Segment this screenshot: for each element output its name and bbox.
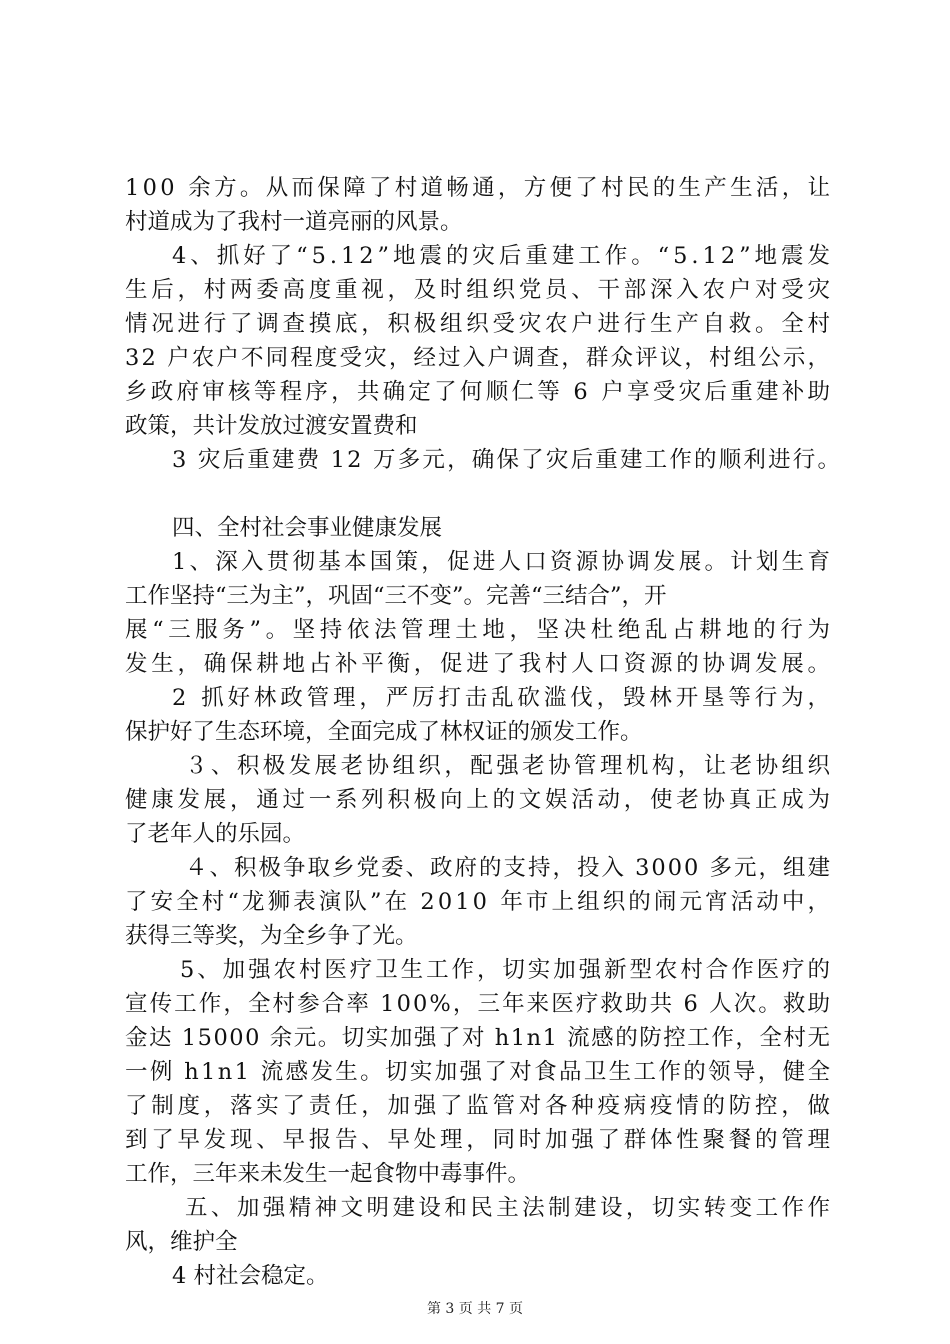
text-line: 100 余方。从而保障了村道畅通，方便了村民的生产生活，让 bbox=[125, 175, 834, 201]
text-line: ４、积极争取乡党委、政府的支持，投入 3000 多元，组建 bbox=[185, 855, 832, 881]
text-line: 乡政府审核等程序，共确定了何顺仁等 6 户享受灾后重建补助 bbox=[125, 379, 834, 405]
text-line: 生后，村两委高度重视，及时组织党员、干部深入农户对受灾 bbox=[125, 277, 834, 303]
text-line: 32 户农户不同程度受灾，经过入户调查，群众评议，村组公示， bbox=[125, 345, 833, 371]
text-line: 政策，共计发放过渡安置费和 bbox=[125, 413, 418, 439]
text-line: 宣传工作，全村参合率 100%，三年来医疗救助共 6 人次。救助 bbox=[125, 991, 833, 1017]
text-line: 展“三服务”。坚持依法管理土地，坚决杜绝乱占耕地的行为 bbox=[125, 617, 835, 643]
text-line: 一例 h1n1 流感发生。切实加强了对食品卫生工作的领导，健全 bbox=[125, 1059, 833, 1085]
text-line: 2 抓好林政管理，严厉打击乱砍滥伐，毁林开垦等行为， bbox=[172, 685, 834, 711]
text-line: 情况进行了调查摸底，积极组织受灾农户进行生产自救。全村 bbox=[125, 311, 834, 337]
text-line: 了老年人的乐园。 bbox=[125, 821, 306, 847]
text-line: 工作坚持“三为主”，巩固“三不变”。完善“三结合”，开 bbox=[125, 583, 667, 609]
section-heading: 四、全村社会事业健康发展 bbox=[172, 515, 443, 541]
text-line: 5、加强农村医疗卫生工作，切实加强新型农村合作医疗的 bbox=[180, 957, 833, 983]
text-line: 4、抓好了“5.12”地震的灾后重建工作。“5.12”地震发 bbox=[172, 243, 834, 269]
text-line: 了制度，落实了责任，加强了监管对各种疫病疫情的防控，做 bbox=[125, 1093, 834, 1119]
text-line: 金达 15000 余元。切实加强了对 h1n1 流感的防控工作，全村无 bbox=[125, 1025, 832, 1051]
text-line: ３、积极发展老协组织，配强老协管理机构，让老协组织 bbox=[185, 753, 834, 779]
text-line: 1、深入贯彻基本国策，促进人口资源协调发展。计划生育 bbox=[172, 549, 834, 575]
text-line: 工作，三年来未发生一起食物中毒事件。 bbox=[125, 1161, 531, 1187]
text-line: 五、加强精神文明建设和民主法制建设，切实转变工作作 bbox=[185, 1195, 834, 1221]
text-line: 发生，确保耕地占补平衡，促进了我村人口资源的协调发展。 bbox=[125, 651, 834, 677]
text-line: 到了早发现、早报告、早处理，同时加强了群体性聚餐的管理 bbox=[125, 1127, 834, 1153]
text-line: 保护好了生态环境，全面完成了林权证的颁发工作。 bbox=[125, 719, 643, 745]
text-line: 健康发展，通过一系列积极向上的文娱活动，使老协真正成为 bbox=[125, 787, 834, 813]
text-line: 获得三等奖，为全乡争了光。 bbox=[125, 923, 418, 949]
text-line: 村道成为了我村一道亮丽的风景。 bbox=[125, 209, 463, 235]
text-line: 风，维护全 bbox=[125, 1229, 238, 1255]
text-line: 3 灾后重建费 12 万多元，确保了灾后重建工作的顺利进行。 bbox=[172, 447, 843, 473]
text-line: 4 村社会稳定。 bbox=[172, 1263, 329, 1289]
text-line: 了安全村“龙狮表演队”在 2010 年市上组织的闹元宵活动中， bbox=[125, 889, 834, 915]
page-footer: 第 3 页 共 7 页 bbox=[426, 1301, 524, 1317]
